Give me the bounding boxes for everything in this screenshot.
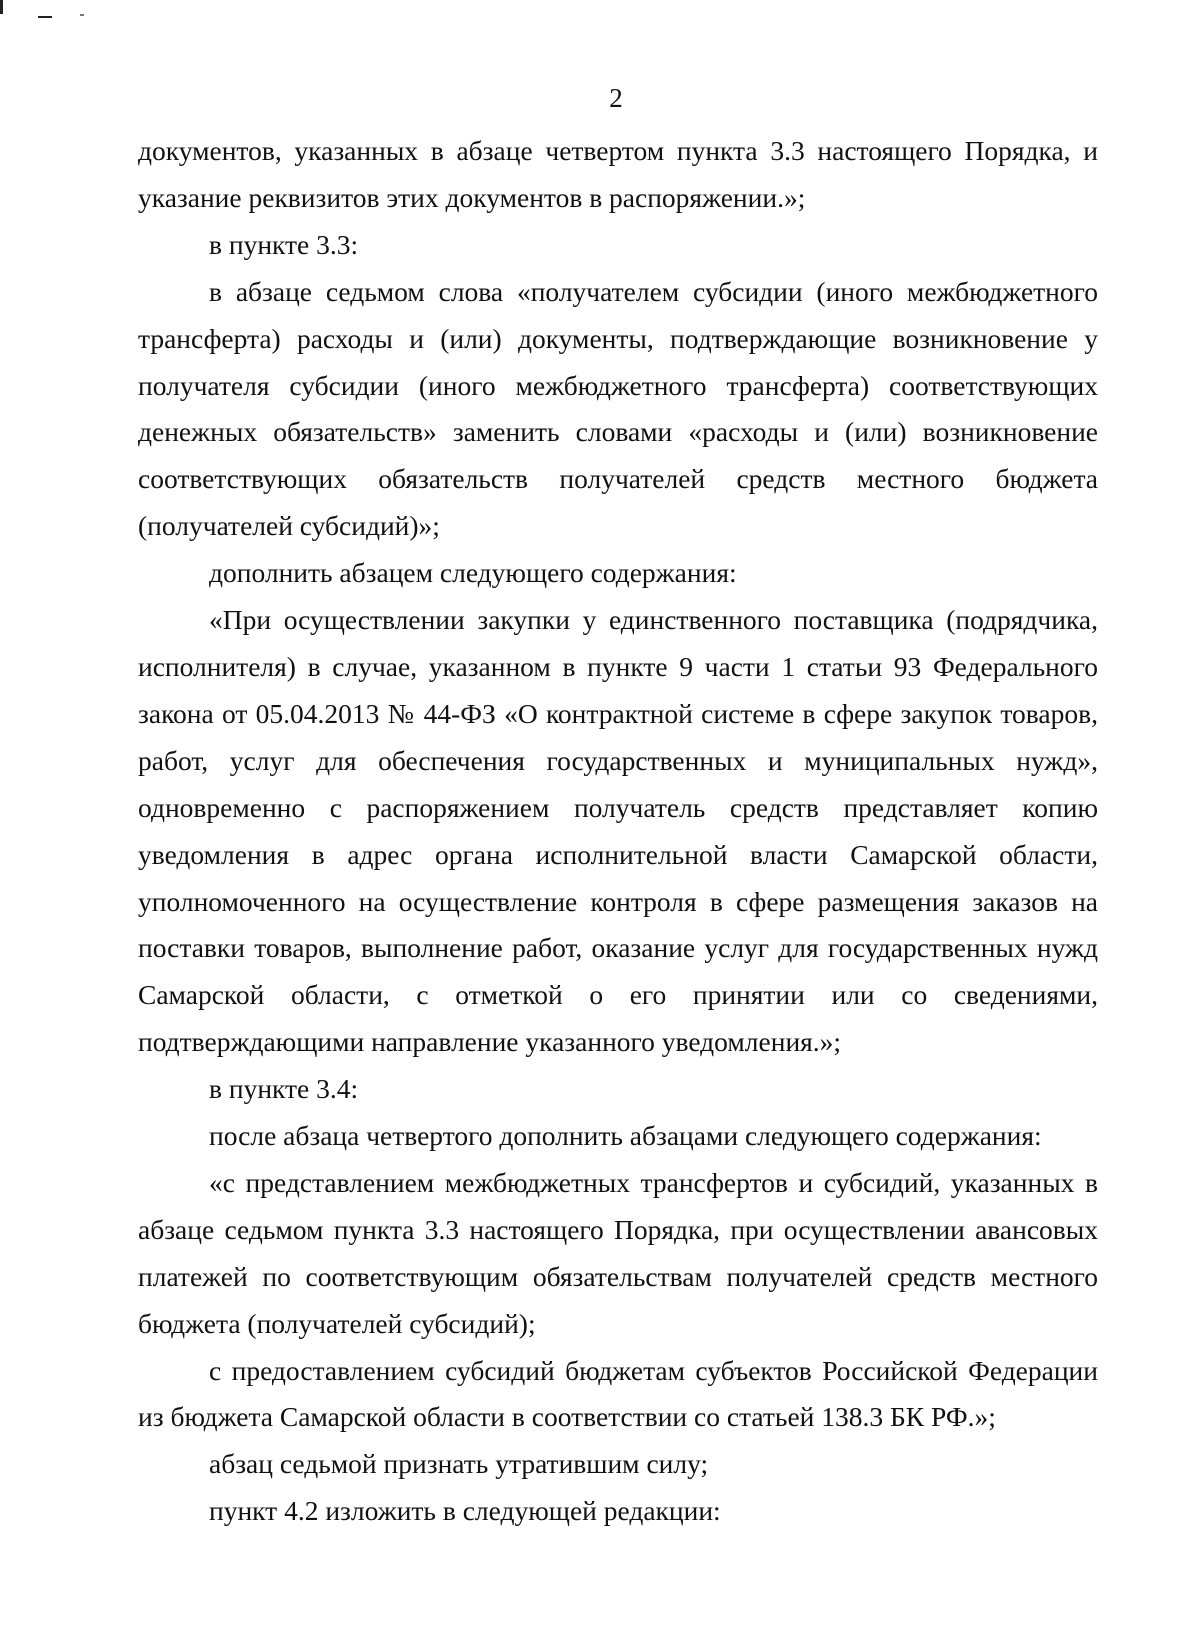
paragraph: в пункте 3.3: — [209, 228, 359, 260]
page-number: 2 — [609, 83, 623, 113]
paragraph: «При осуществлении закупки у единственного поставщика (подрядчика, исполнителя) в случае, указанном в пункте 9 части 1 статьи 93 Федерального закона от 05.04.2013 № 44-ФЗ «О контрактной системе в сфере закупок товаров, работ, услуг для обеспечения государственных и муниципальных нужд», одновременно с распоряжением получатель средств представляет копию уведомления в адрес органа исполнительной власти Самарской области, уполномоченного на осуществление контроля в сфере размещения заказов на поставки товаров, выполнение работ, оказание услуг для государственных нужд Самарской области, с отметкой о его принятии или со сведениями, подтверждающими направление указанного уведомления.»; — [138, 604, 1098, 1058]
paragraph: абзац седьмой признать утратившим силу; — [209, 1448, 709, 1480]
document-body — [138, 128, 1098, 1535]
paragraph: после абзаца четвертого дополнить абзацами следующего содержания: — [209, 1120, 1042, 1152]
scan-mark — [80, 14, 84, 16]
paragraph: в абзаце седьмом слова «получателем субсидии (иного межбюджетного трансферта) расходы и (или) документы, подтверждающие возникновение у получателя субсидии (иного межбюджетного трансферта) соответствующих денежных обязательств» заменить словами «расходы и (или) возникновение соответствующих обязательств получателей средств местного бюджета (получателей субсидий)»; — [138, 275, 1098, 542]
paragraph: в пункте 3.4: — [209, 1073, 359, 1105]
scan-mark — [0, 0, 3, 14]
paragraph: с предоставлением субсидий бюджетам субъектов Российской Федерации из бюджета Самарской области в соответствии со статьей 138.3 БК РФ.»; — [138, 1354, 1098, 1433]
paragraph: «с представлением межбюджетных трансфертов и субсидий, указанных в абзаце седьмом пункта 3.3 настоящего Порядка, при осуществлении авансовых платежей по соответствующим обязательствам получателей средств местного бюджета (получателей субсидий); — [138, 1166, 1098, 1339]
paragraph: дополнить абзацем следующего содержания: — [209, 557, 737, 589]
paragraph: документов, указанных в абзаце четвертом пункта 3.3 настоящего Порядка, и указание реквизитов этих документов в распоряжении.»; — [138, 135, 1098, 213]
paragraph: пункт 4.2 изложить в следующей редакции: — [209, 1495, 721, 1527]
scan-mark — [38, 16, 52, 18]
